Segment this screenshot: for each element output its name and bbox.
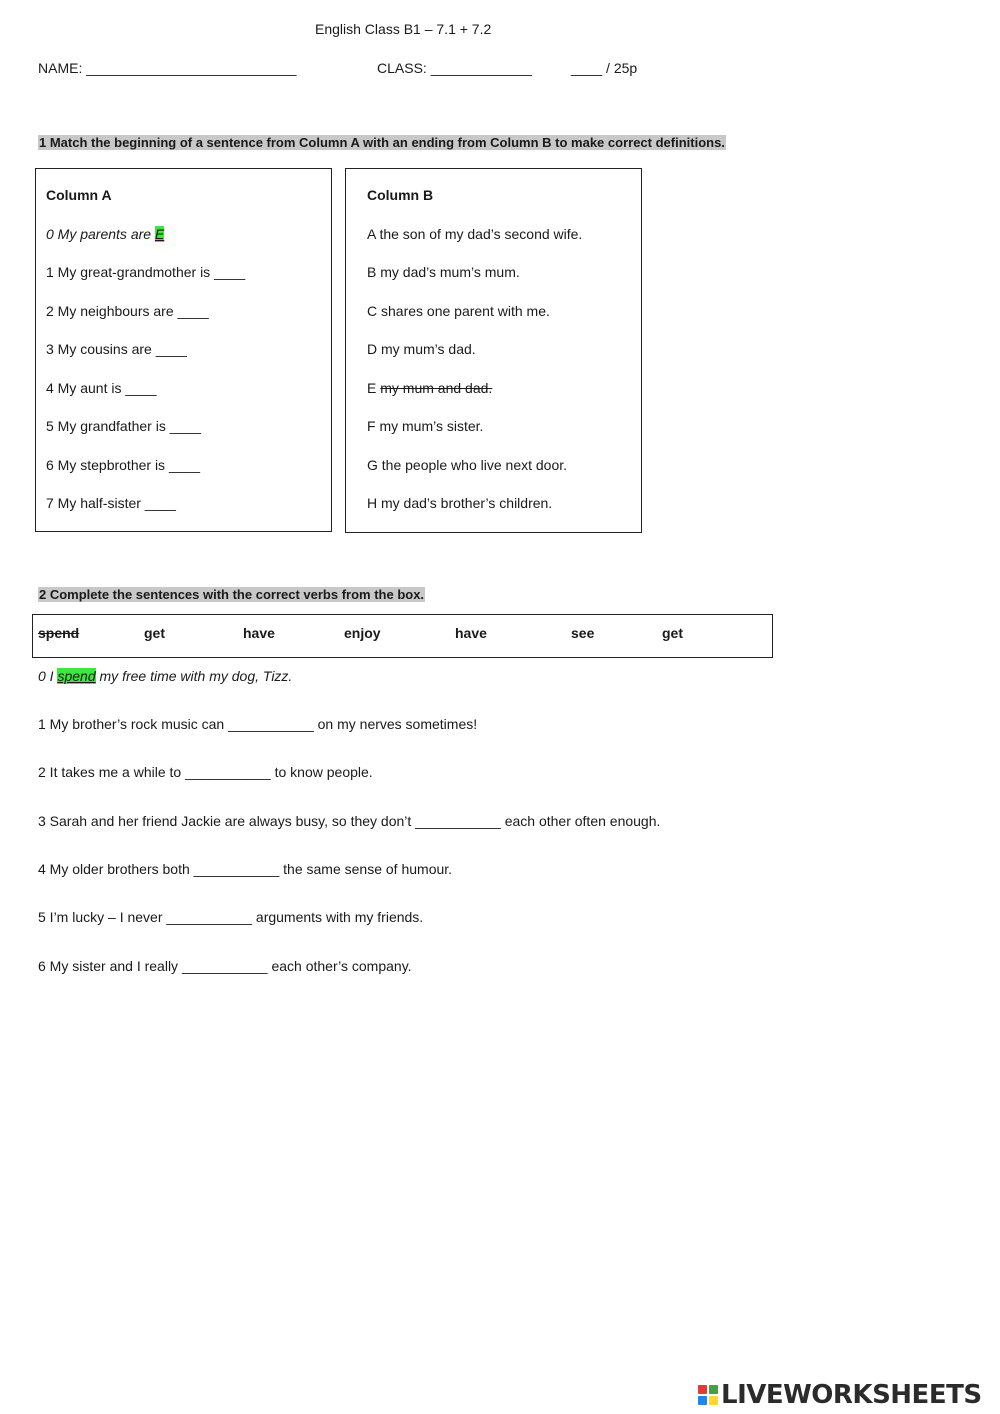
column-b-item: G the people who live next door.: [367, 457, 568, 473]
example-prefix: 0 My parents are: [46, 226, 155, 242]
column-a-item[interactable]: 7 My half-sister ____: [46, 495, 176, 511]
logo-square-blue: [698, 1396, 707, 1405]
column-a-item[interactable]: 5 My grandfather is ____: [46, 418, 201, 434]
example-answer: E: [154, 226, 165, 242]
word-box-item: enjoy: [344, 625, 381, 641]
column-b-item: B my dad’s mum’s mum.: [367, 264, 520, 280]
word-box-item: see: [571, 625, 595, 641]
exercise2-sentence[interactable]: 5 I’m lucky – I never ___________ arguments with my friends.: [38, 909, 424, 925]
exercise2-sentence[interactable]: 3 Sarah and her friend Jackie are always busy, so they don’t ___________ each other often enough.: [38, 813, 661, 829]
exercise2-sentence[interactable]: 1 My brother’s rock music can ___________ on my nerves sometimes!: [38, 716, 478, 732]
score-field[interactable]: ____ / 25p: [571, 60, 638, 76]
exercise2-sentence[interactable]: 6 My sister and I really ___________ each other’s company.: [38, 958, 412, 974]
liveworksheets-logo: [698, 1380, 982, 1410]
word-box-item: have: [455, 625, 487, 641]
example-suffix: my free time with my dog, Tizz.: [95, 668, 293, 684]
column-b-heading: Column B: [367, 187, 434, 203]
example-letter: E: [367, 380, 381, 396]
word-box-item: spend: [38, 625, 80, 641]
worksheet-title: English Class B1 – 7.1 + 7.2: [315, 21, 492, 37]
example-prefix: 0 I: [38, 668, 58, 684]
column-a-item[interactable]: 2 My neighbours are ____: [46, 303, 209, 319]
column-a-heading: Column A: [46, 187, 112, 203]
column-b-item: C shares one parent with me.: [367, 303, 550, 319]
column-b-example: [367, 380, 492, 396]
logo-square-yellow: [709, 1396, 718, 1405]
logo-text: LIVEWORKSHEETS: [721, 1380, 982, 1410]
column-a-box: [35, 168, 332, 532]
class-field[interactable]: CLASS: _____________: [377, 60, 532, 76]
word-box-item: get: [144, 625, 165, 641]
exercise2-example: [38, 668, 292, 684]
logo-square-red: [698, 1385, 707, 1394]
name-field[interactable]: NAME: ___________________________: [38, 60, 297, 76]
example-text: my mum and dad.: [380, 380, 493, 396]
word-box: [32, 614, 773, 658]
logo-square-green: [709, 1385, 718, 1394]
exercise2-sentence[interactable]: 2 It takes me a while to ___________ to know people.: [38, 764, 373, 780]
column-b-item: F my mum’s sister.: [367, 418, 484, 434]
column-b-box: [345, 168, 642, 533]
exercise2-sentence[interactable]: 4 My older brothers both ___________ the same sense of humour.: [38, 861, 453, 877]
example-answer: spend: [57, 668, 96, 684]
exercise2-instruction: 2 Complete the sentences with the correct verbs from the box.: [39, 587, 425, 602]
word-box-item: have: [243, 625, 275, 641]
column-a-item[interactable]: 1 My great-grandmother is ____: [46, 264, 246, 280]
column-a-example: [46, 226, 164, 242]
column-b-item: A the son of my dad’s second wife.: [367, 226, 583, 242]
column-b-item: D my mum’s dad.: [367, 341, 476, 357]
column-a-item[interactable]: 4 My aunt is ____: [46, 380, 157, 396]
exercise1-instruction: 1 Match the beginning of a sentence from Column A with an ending from Column B to make correct definitions.: [39, 135, 725, 150]
column-b-item: H my dad’s brother’s children.: [367, 495, 553, 511]
word-box-item: get: [662, 625, 683, 641]
liveworksheets-logo-icon: [698, 1385, 718, 1405]
column-a-item[interactable]: 6 My stepbrother is ____: [46, 457, 201, 473]
column-a-item[interactable]: 3 My cousins are ____: [46, 341, 187, 357]
